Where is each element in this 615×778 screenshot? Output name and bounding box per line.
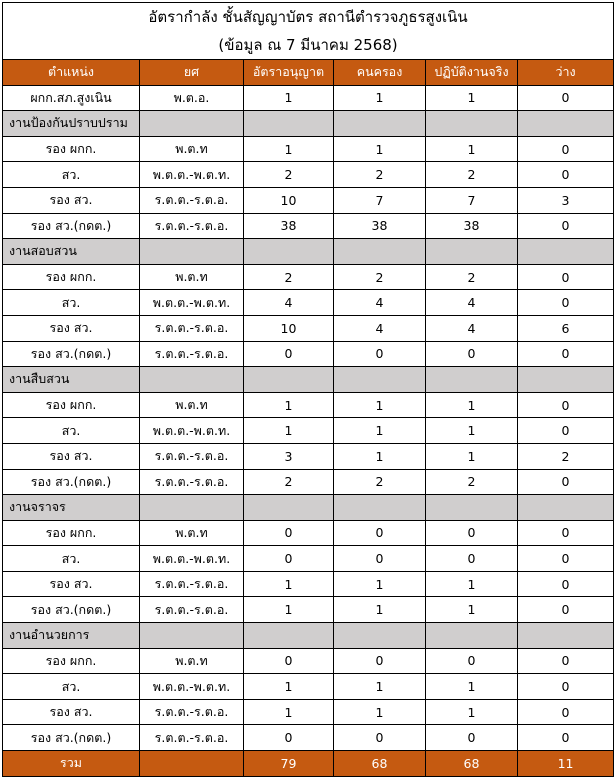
cell-on-duty: 0	[426, 341, 518, 367]
cell-rank: ร.ต.ต.-ร.ต.อ.	[140, 213, 244, 239]
cell-on-duty: 2	[426, 469, 518, 495]
cell-occupied: 2	[334, 162, 426, 188]
total-occupied: 68	[334, 751, 426, 777]
cell-authorized: 0	[244, 546, 334, 572]
cell-vacant: 0	[518, 213, 614, 239]
cell-position: สว.	[3, 674, 140, 700]
cell-position: รอง สว.(กดต.)	[3, 341, 140, 367]
section-row	[3, 367, 614, 393]
document-title: อัตรากำลัง ชั้นสัญญาบัตร สถานีตำรวจภูธรสูงเนิน	[3, 3, 614, 32]
cell-occupied: 38	[334, 213, 426, 239]
total-row	[3, 751, 614, 777]
cell-vacant: 2	[518, 443, 614, 469]
cell-rank: พ.ต.ท	[140, 136, 244, 162]
section-empty-cell	[334, 367, 426, 393]
table-row	[3, 213, 614, 239]
column-header-vacant: ว่าง	[518, 60, 614, 86]
cell-vacant: 0	[518, 571, 614, 597]
cell-vacant: 0	[518, 264, 614, 290]
cell-authorized: 0	[244, 648, 334, 674]
section-label: งานสอบสวน	[3, 239, 140, 265]
cell-rank: พ.ต.ท	[140, 264, 244, 290]
cell-on-duty: 7	[426, 187, 518, 213]
cell-rank: พ.ต.ท	[140, 520, 244, 546]
cell-on-duty: 1	[426, 571, 518, 597]
cell-on-duty: 1	[426, 392, 518, 418]
total-vacant: 11	[518, 751, 614, 777]
total-authorized: 79	[244, 751, 334, 777]
cell-rank: พ.ต.อ.	[140, 85, 244, 111]
section-empty-cell	[426, 623, 518, 649]
cell-occupied: 2	[334, 469, 426, 495]
cell-rank: ร.ต.ต.-ร.ต.อ.	[140, 341, 244, 367]
table-row	[3, 136, 614, 162]
cell-occupied: 1	[334, 674, 426, 700]
cell-on-duty: 4	[426, 315, 518, 341]
cell-on-duty: 4	[426, 290, 518, 316]
cell-authorized: 1	[244, 674, 334, 700]
cell-on-duty: 2	[426, 162, 518, 188]
table-row	[3, 341, 614, 367]
cell-on-duty: 1	[426, 597, 518, 623]
cell-position: รอง สว.	[3, 571, 140, 597]
cell-vacant: 0	[518, 597, 614, 623]
cell-authorized: 0	[244, 341, 334, 367]
cell-on-duty: 1	[426, 418, 518, 444]
cell-occupied: 2	[334, 264, 426, 290]
cell-vacant: 3	[518, 187, 614, 213]
cell-authorized: 10	[244, 187, 334, 213]
cell-rank: ร.ต.ต.-ร.ต.อ.	[140, 571, 244, 597]
cell-on-duty: 1	[426, 443, 518, 469]
cell-on-duty: 0	[426, 546, 518, 572]
section-label: งานสืบสวน	[3, 367, 140, 393]
cell-on-duty: 1	[426, 136, 518, 162]
total-label: รวม	[3, 751, 140, 777]
cell-vacant: 0	[518, 725, 614, 751]
section-label: งานอำนวยการ	[3, 623, 140, 649]
cell-vacant: 0	[518, 469, 614, 495]
section-label: งานจราจร	[3, 495, 140, 521]
subtitle-row	[3, 31, 614, 60]
cell-authorized: 3	[244, 443, 334, 469]
column-header-rank: ยศ	[140, 60, 244, 86]
cell-rank: พ.ต.ท	[140, 648, 244, 674]
cell-on-duty: 2	[426, 264, 518, 290]
cell-occupied: 0	[334, 341, 426, 367]
cell-position: สว.	[3, 546, 140, 572]
cell-rank: พ.ต.ต.-พ.ต.ท.	[140, 674, 244, 700]
cell-authorized: 0	[244, 520, 334, 546]
table-row	[3, 290, 614, 316]
cell-position: รอง สว.	[3, 315, 140, 341]
cell-occupied: 0	[334, 520, 426, 546]
cell-on-duty: 0	[426, 648, 518, 674]
section-empty-cell	[518, 623, 614, 649]
section-label: งานป้องกันปราบปราม	[3, 111, 140, 137]
staffing-table	[2, 2, 614, 777]
cell-authorized: 10	[244, 315, 334, 341]
cell-occupied: 1	[334, 443, 426, 469]
section-empty-cell	[334, 495, 426, 521]
section-empty-cell	[140, 495, 244, 521]
cell-authorized: 1	[244, 392, 334, 418]
section-empty-cell	[140, 367, 244, 393]
table-row	[3, 315, 614, 341]
cell-vacant: 6	[518, 315, 614, 341]
total-rank	[140, 751, 244, 777]
cell-rank: ร.ต.ต.-ร.ต.อ.	[140, 469, 244, 495]
table-body	[3, 85, 614, 750]
header-row	[3, 60, 614, 86]
cell-position: รอง สว.	[3, 699, 140, 725]
cell-position: สว.	[3, 418, 140, 444]
cell-vacant: 0	[518, 136, 614, 162]
cell-position: รอง สว.	[3, 187, 140, 213]
cell-authorized: 1	[244, 699, 334, 725]
section-empty-cell	[334, 239, 426, 265]
cell-rank: พ.ต.ต.-พ.ต.ท.	[140, 290, 244, 316]
cell-occupied: 1	[334, 392, 426, 418]
cell-rank: ร.ต.ต.-ร.ต.อ.	[140, 597, 244, 623]
table-row	[3, 85, 614, 111]
table-row	[3, 571, 614, 597]
cell-vacant: 0	[518, 418, 614, 444]
cell-vacant: 0	[518, 699, 614, 725]
cell-occupied: 0	[334, 648, 426, 674]
document-subtitle: (ข้อมูล ณ 7 มีนาคม 2568)	[3, 31, 614, 60]
cell-position: รอง ผกก.	[3, 264, 140, 290]
cell-occupied: 0	[334, 546, 426, 572]
section-empty-cell	[334, 111, 426, 137]
cell-authorized: 0	[244, 725, 334, 751]
section-empty-cell	[140, 239, 244, 265]
table-row	[3, 187, 614, 213]
cell-vacant: 0	[518, 520, 614, 546]
column-header-authorized: อัตราอนุญาต	[244, 60, 334, 86]
table-row	[3, 725, 614, 751]
total-on-duty: 68	[426, 751, 518, 777]
cell-authorized: 2	[244, 264, 334, 290]
column-header-on-duty: ปฏิบัติงานจริง	[426, 60, 518, 86]
table-row	[3, 597, 614, 623]
section-empty-cell	[244, 623, 334, 649]
cell-authorized: 1	[244, 571, 334, 597]
cell-vacant: 0	[518, 290, 614, 316]
cell-on-duty: 1	[426, 674, 518, 700]
section-empty-cell	[244, 367, 334, 393]
cell-authorized: 1	[244, 418, 334, 444]
table-row	[3, 546, 614, 572]
section-empty-cell	[426, 367, 518, 393]
cell-position: สว.	[3, 162, 140, 188]
cell-rank: พ.ต.ต.-พ.ต.ท.	[140, 546, 244, 572]
table-row	[3, 443, 614, 469]
cell-vacant: 0	[518, 674, 614, 700]
table-row	[3, 418, 614, 444]
cell-occupied: 1	[334, 418, 426, 444]
cell-vacant: 0	[518, 546, 614, 572]
section-empty-cell	[426, 495, 518, 521]
cell-on-duty: 1	[426, 85, 518, 111]
cell-authorized: 1	[244, 136, 334, 162]
cell-authorized: 38	[244, 213, 334, 239]
table-row	[3, 392, 614, 418]
table-row	[3, 648, 614, 674]
cell-on-duty: 0	[426, 520, 518, 546]
cell-occupied: 0	[334, 725, 426, 751]
cell-vacant: 0	[518, 162, 614, 188]
section-empty-cell	[140, 111, 244, 137]
section-row	[3, 495, 614, 521]
cell-rank: ร.ต.ต.-ร.ต.อ.	[140, 725, 244, 751]
cell-on-duty: 0	[426, 725, 518, 751]
cell-occupied: 4	[334, 290, 426, 316]
section-empty-cell	[140, 623, 244, 649]
staffing-document	[2, 2, 613, 777]
cell-vacant: 0	[518, 85, 614, 111]
cell-occupied: 1	[334, 699, 426, 725]
cell-authorized: 4	[244, 290, 334, 316]
cell-occupied: 1	[334, 85, 426, 111]
cell-occupied: 4	[334, 315, 426, 341]
section-row	[3, 111, 614, 137]
cell-rank: พ.ต.ท	[140, 392, 244, 418]
cell-vacant: 0	[518, 392, 614, 418]
cell-on-duty: 38	[426, 213, 518, 239]
cell-occupied: 1	[334, 597, 426, 623]
cell-rank: ร.ต.ต.-ร.ต.อ.	[140, 315, 244, 341]
cell-rank: พ.ต.ต.-พ.ต.ท.	[140, 162, 244, 188]
section-empty-cell	[334, 623, 426, 649]
cell-position: รอง สว.	[3, 443, 140, 469]
cell-position: สว.	[3, 290, 140, 316]
section-empty-cell	[426, 111, 518, 137]
table-row	[3, 674, 614, 700]
section-empty-cell	[426, 239, 518, 265]
cell-occupied: 7	[334, 187, 426, 213]
table-row	[3, 264, 614, 290]
cell-rank: ร.ต.ต.-ร.ต.อ.	[140, 443, 244, 469]
section-empty-cell	[518, 495, 614, 521]
title-row	[3, 3, 614, 32]
cell-position: รอง ผกก.	[3, 136, 140, 162]
cell-position: รอง สว.(กดต.)	[3, 213, 140, 239]
column-header-occupied: คนครอง	[334, 60, 426, 86]
table-row	[3, 469, 614, 495]
cell-on-duty: 1	[426, 699, 518, 725]
cell-rank: ร.ต.ต.-ร.ต.อ.	[140, 699, 244, 725]
section-empty-cell	[244, 495, 334, 521]
table-row	[3, 520, 614, 546]
cell-position: ผกก.สภ.สูงเนิน	[3, 85, 140, 111]
cell-position: รอง ผกก.	[3, 520, 140, 546]
cell-position: รอง สว.(กดต.)	[3, 469, 140, 495]
section-empty-cell	[518, 367, 614, 393]
cell-position: รอง ผกก.	[3, 392, 140, 418]
cell-position: รอง สว.(กดต.)	[3, 725, 140, 751]
cell-authorized: 2	[244, 469, 334, 495]
cell-authorized: 1	[244, 85, 334, 111]
section-empty-cell	[518, 239, 614, 265]
cell-vacant: 0	[518, 648, 614, 674]
table-row	[3, 162, 614, 188]
section-row	[3, 623, 614, 649]
section-empty-cell	[244, 111, 334, 137]
cell-occupied: 1	[334, 136, 426, 162]
cell-vacant: 0	[518, 341, 614, 367]
cell-occupied: 1	[334, 571, 426, 597]
section-empty-cell	[518, 111, 614, 137]
column-header-position: ตำแหน่ง	[3, 60, 140, 86]
cell-position: รอง ผกก.	[3, 648, 140, 674]
section-row	[3, 239, 614, 265]
cell-rank: ร.ต.ต.-ร.ต.อ.	[140, 187, 244, 213]
table-row	[3, 699, 614, 725]
cell-authorized: 1	[244, 597, 334, 623]
cell-rank: พ.ต.ต.-พ.ต.ท.	[140, 418, 244, 444]
section-empty-cell	[244, 239, 334, 265]
cell-authorized: 2	[244, 162, 334, 188]
cell-position: รอง สว.(กดต.)	[3, 597, 140, 623]
